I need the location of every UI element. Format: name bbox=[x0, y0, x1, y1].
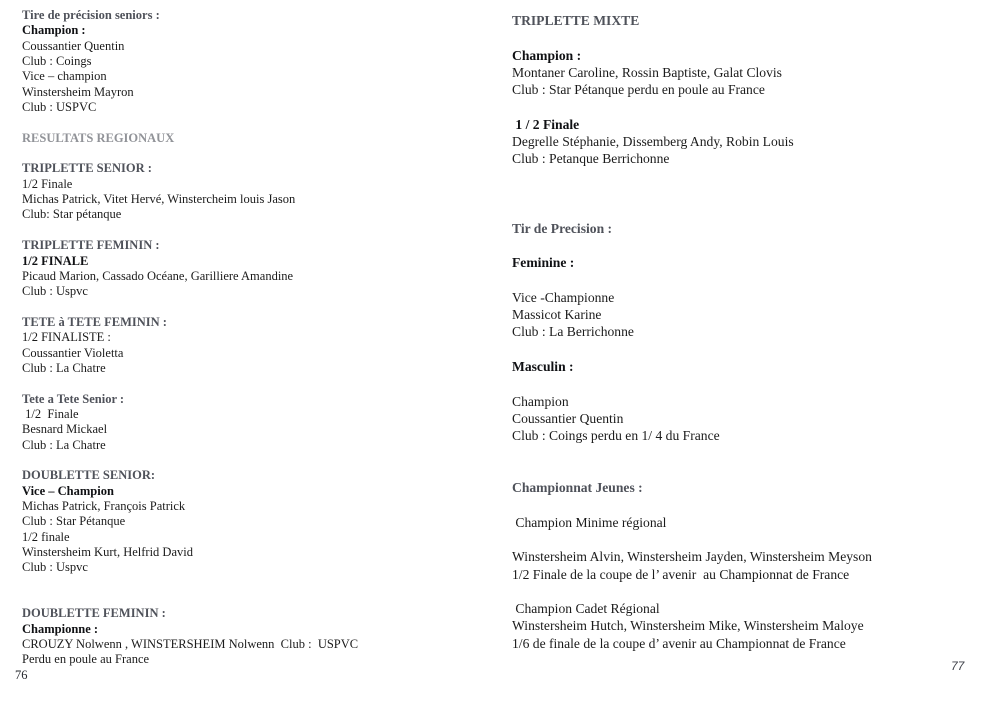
text-line bbox=[22, 146, 481, 161]
section-heading: TRIPLETTE SENIOR : bbox=[22, 161, 152, 176]
page-number-left: 76 bbox=[15, 668, 28, 682]
text-line bbox=[512, 462, 975, 479]
text-line bbox=[512, 271, 975, 288]
section-heading: RESULTATS REGIONAUX bbox=[22, 130, 175, 145]
text-line: Club : La Chatre bbox=[22, 360, 106, 375]
text-line: Coussantier Quentin bbox=[22, 38, 125, 53]
text-line bbox=[22, 591, 481, 606]
text-line: 1/2 Finale bbox=[22, 406, 79, 421]
section-heading: TRIPLETTE MIXTE bbox=[512, 13, 640, 28]
page-number-right: 77 bbox=[951, 659, 965, 673]
section-heading: Tire de précision seniors : bbox=[22, 8, 160, 22]
text-line bbox=[512, 531, 975, 548]
text-line: Coussantier Violetta bbox=[22, 345, 124, 360]
text-line: 1/6 de finale de la coupe d’ avenir au Championnat de France bbox=[512, 635, 846, 651]
text-line bbox=[512, 444, 975, 461]
text-line bbox=[22, 300, 481, 315]
section-heading: DOUBLETTE SENIOR: bbox=[22, 468, 156, 483]
text-line: Degrelle Stéphanie, Dissemberg Andy, Robin Louis bbox=[512, 134, 794, 150]
page-right bbox=[491, 0, 983, 702]
section-heading: Tir de Precision : bbox=[512, 220, 613, 236]
text-line bbox=[22, 376, 481, 391]
text-line: Massicot Karine bbox=[512, 307, 602, 323]
text-line: 1/2 Finale de la coupe de l’ avenir au Championnat de France bbox=[512, 566, 850, 582]
text-line bbox=[512, 341, 975, 358]
text-line: Club : USPVC bbox=[22, 100, 97, 115]
text-line: Winstersheim Kurt, Helfrid David bbox=[22, 545, 193, 560]
text-line: Club : Uspvc bbox=[22, 284, 88, 299]
section-heading: TRIPLETTE FEMININ : bbox=[22, 238, 160, 253]
section-heading: Championnat Jeunes : bbox=[512, 480, 643, 496]
text-line: 1/2 FINALE bbox=[22, 253, 89, 268]
page-left bbox=[0, 0, 491, 702]
text-line bbox=[512, 202, 975, 219]
text-line: Club : Coings bbox=[22, 54, 92, 69]
text-line bbox=[512, 237, 975, 254]
text-line: Club : Star Pétanque perdu en poule au France bbox=[512, 82, 765, 98]
text-line bbox=[512, 185, 975, 202]
text-line: CROUZY Nolwenn , WINSTERSHEIM Nolwenn Club : USPVC bbox=[22, 637, 359, 652]
text-line: Club : Coings perdu en 1/ 4 du France bbox=[512, 428, 720, 444]
text-line: Vice -Championne bbox=[512, 289, 615, 305]
text-line: Champion : bbox=[512, 47, 582, 63]
text-line: Picaud Marion, Cassado Océane, Garilliere Amandine bbox=[22, 268, 294, 283]
text-line: Club: Star pétanque bbox=[22, 207, 122, 222]
text-line: Championne : bbox=[22, 621, 99, 636]
text-line: Champion Cadet Régional bbox=[512, 601, 660, 617]
text-line bbox=[512, 583, 975, 600]
text-line: Club : La Chatre bbox=[22, 437, 106, 452]
text-line: Club : Star Pétanque bbox=[22, 514, 126, 529]
text-line bbox=[22, 576, 481, 591]
text-line: 1 / 2 Finale bbox=[512, 116, 580, 132]
section-heading: Tete a Tete Senior : bbox=[22, 391, 125, 406]
text-line bbox=[22, 115, 481, 130]
text-line: Perdu en poule au France bbox=[22, 652, 150, 667]
text-line: Winstersheim Mayron bbox=[22, 84, 134, 99]
section-heading: DOUBLETTE FEMININ : bbox=[22, 606, 166, 621]
text-line: Feminine : bbox=[512, 255, 575, 271]
text-line: Besnard Mickael bbox=[22, 422, 108, 437]
page-right-content bbox=[512, 12, 975, 652]
text-line: Champion bbox=[512, 393, 569, 409]
text-line bbox=[512, 375, 975, 392]
text-line: Club : Uspvc bbox=[22, 560, 88, 575]
text-line: Winstersheim Alvin, Winstersheim Jayden, Winstersheim Meyson bbox=[512, 549, 872, 565]
text-line bbox=[512, 29, 975, 46]
text-line: Club : La Berrichonne bbox=[512, 324, 634, 340]
section-heading: TETE à TETE FEMININ : bbox=[22, 314, 167, 329]
text-line: Vice – Champion bbox=[22, 483, 114, 498]
text-line bbox=[512, 98, 975, 115]
text-line: 1/2 Finale bbox=[22, 176, 73, 191]
text-line bbox=[22, 223, 481, 238]
text-line: Masculin : bbox=[512, 358, 574, 374]
text-line: Coussantier Quentin bbox=[512, 410, 624, 426]
text-line: Michas Patrick, François Patrick bbox=[22, 499, 186, 513]
text-line: 1/2 finale bbox=[22, 529, 70, 544]
text-line bbox=[512, 168, 975, 185]
text-line: Michas Patrick, Vitet Hervé, Winstercheim louis Jason bbox=[22, 192, 296, 207]
text-line: Champion : bbox=[22, 23, 86, 38]
text-line: Vice – champion bbox=[22, 69, 107, 84]
text-line: Champion Minime régional bbox=[512, 514, 667, 530]
text-line: Montaner Caroline, Rossin Baptiste, Galat Clovis bbox=[512, 64, 782, 80]
text-line bbox=[512, 496, 975, 513]
text-line: Club : Petanque Berrichonne bbox=[512, 151, 670, 167]
text-line: Winstersheim Hutch, Winstersheim Mike, Winstersheim Maloye bbox=[512, 618, 864, 634]
page-left-content bbox=[22, 8, 481, 668]
text-line bbox=[22, 453, 481, 468]
text-line: 1/2 FINALISTE : bbox=[22, 330, 111, 345]
